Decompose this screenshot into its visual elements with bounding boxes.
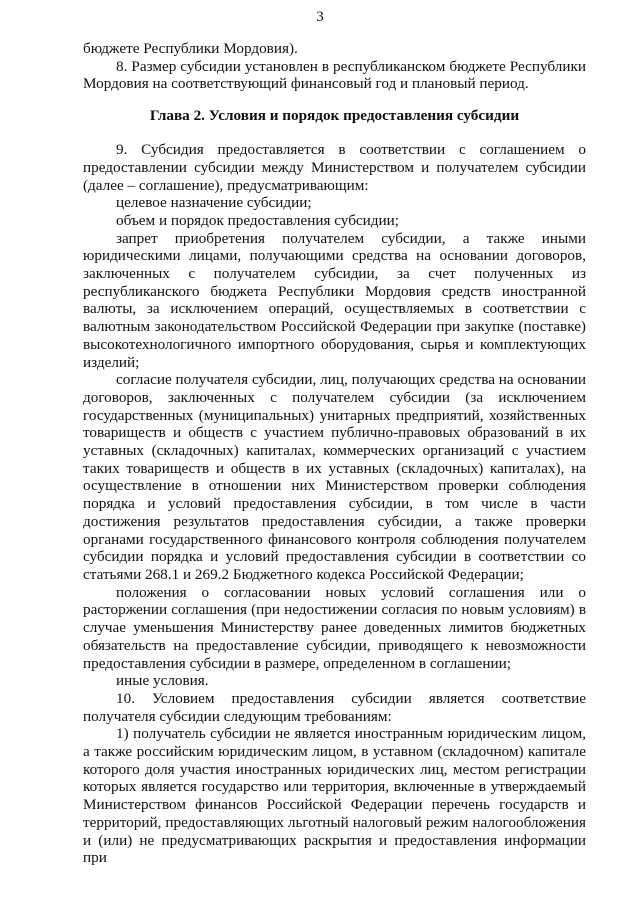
paragraph-item-9: 9. Субсидия предоставляется в соответствии с соглашением о предоставлении субсидии между Министерством и получателем субсидии (далее – соглашение), предусматривающим: xyxy=(83,141,586,194)
agreement-condition-2: объем и порядок предоставления субсидии; xyxy=(116,211,399,229)
document-body xyxy=(83,40,586,867)
agreement-condition-4: согласие получателя субсидии, лиц, получающих средства на основании договоров, заключенных с получателем субсидии (за исключением государственных (муниципальных) унитарных предприятий, хозяйственных товариществ и обществ с участием публично-правовых образований в их уставных (складочных) капиталах, коммерческих организаций с участием таких товариществ и обществ в их уставных (складочных) капиталах), на осуществление в отношении них Министерством проверки соблюдения порядка и условий предоставления субсидии, в том числе в части достижения результатов предоставления субсидии, а также проверки органами государственного финансового контроля соблюдения получателем субсидии порядка и условий предоставления субсидии в соответствии со статьями 268.1 и 269.2 Бюджетного кодекса Российской Федерации; xyxy=(83,371,586,583)
paragraph-item-10: 10. Условием предоставления субсидии является соответствие получателя субсидии следующим требованиям: xyxy=(83,689,586,725)
page-number: 3 xyxy=(316,9,324,25)
agreement-condition-3: запрет приобретения получателем субсидии, а также иными юридическими лицами, получающими средства на основании договоров, заключенных с получателем субсидии, за счет полученных из республиканского бюджета Республики Мордовия средств иностранной валюты, за исключением операций, осуществляемых в соответствии с валютным законодательством Российской Федерации при закупке (поставке) высокотехнологичного импортного оборудования, сырья и комплектующих изделий; xyxy=(83,229,586,371)
paragraph-item-8: 8. Размер субсидии установлен в республиканском бюджете Республики Мордовия на соответствующий финансовый год и плановый период. xyxy=(83,57,586,93)
continuation-paragraph: бюджете Республики Мордовия). xyxy=(83,40,298,57)
agreement-condition-1: целевое назначение субсидии; xyxy=(116,194,312,212)
chapter-title: Глава 2. Условия и порядок предоставления субсидии xyxy=(149,107,520,125)
agreement-condition-6: иные условия. xyxy=(116,672,209,690)
agreement-condition-5: положения о согласовании новых условий соглашения или о расторжении соглашения (при недостижении согласия по новым условиям) в случае уменьшения Министерству ранее доведенных лимитов бюджетных обязательств на предоставление субсидии, приводящего к невозможности предоставления субсидии в размере, определенном в соглашении; xyxy=(83,583,586,672)
requirement-1: 1) получатель субсидии не является иностранным юридическим лицом, а также российским юридическим лицом, в уставном (складочном) капитале которого доля участия иностранных юридических лиц, местом регистрации которых является государство или территория, включенные в утверждаемый Министерством финансов Российской Федерации перечень государств и территорий, предоставляющих льготный налоговый режим налогообложения и (или) не предусматривающих раскрытия и предоставления информации при xyxy=(83,725,586,867)
